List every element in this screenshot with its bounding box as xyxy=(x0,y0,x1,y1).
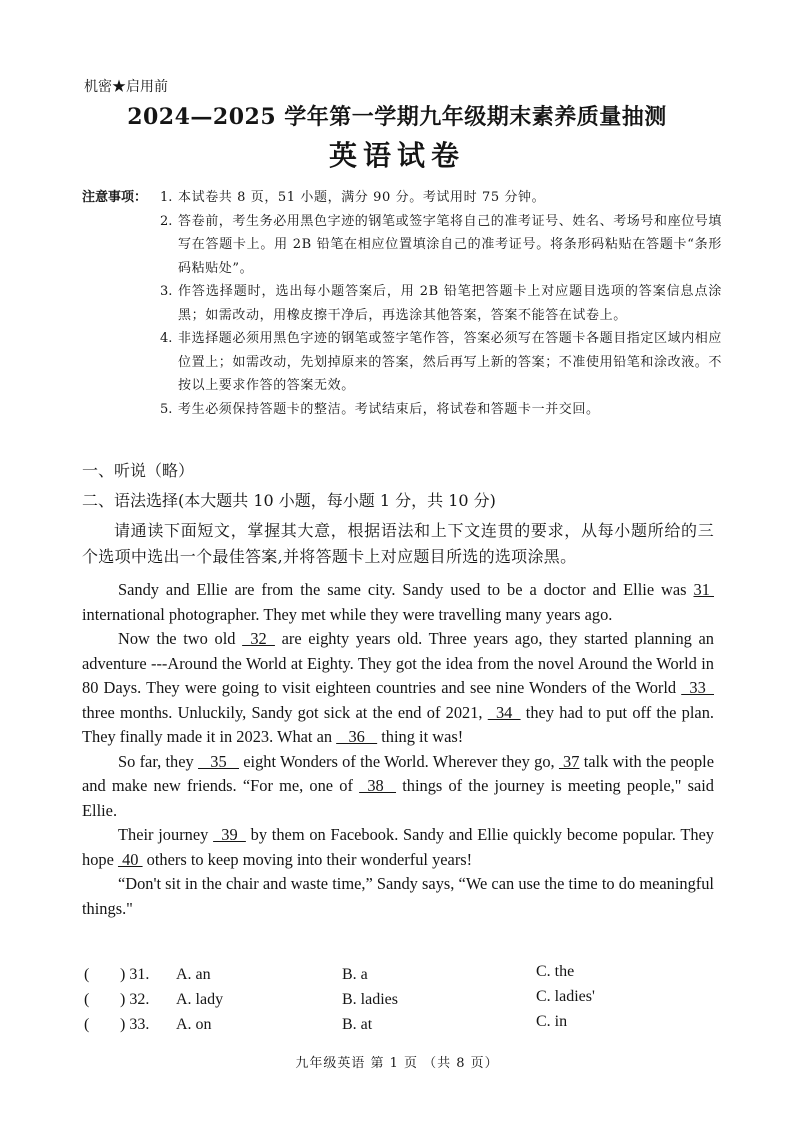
notice-item xyxy=(160,398,722,422)
question-number: ) 32. xyxy=(120,991,150,1008)
passage-text: eight Wonders of the World. Wherever they go, xyxy=(239,751,559,771)
notice-item-text: 答卷前，考生务必用黑色字迹的钢笔或签字笔将自己的准考证号、姓名、考场号和座位号填写在答题卡上。用 2B 铅笔在相应位置填涂自己的准考证号。将条形码粘贴在答题卡“条形码粘贴处”。 xyxy=(178,213,723,276)
subject-title: 英语试卷 xyxy=(328,139,465,172)
blank-32: 32 xyxy=(242,629,275,648)
passage-paragraph xyxy=(82,627,714,750)
blank-40: 40 xyxy=(117,849,143,869)
notice-item-number: 4. xyxy=(160,331,173,346)
passage-text: by them on Facebook. Sandy and Ellie quickly become popular. They hope xyxy=(82,825,714,869)
reading-passage xyxy=(82,578,714,921)
notice-list xyxy=(160,186,722,421)
notice-item xyxy=(160,186,722,210)
exam-title: 2024—2025 学年第一学期九年级期末素养质量抽测 xyxy=(127,104,667,130)
passage-text: others to keep moving into their wonderful years! xyxy=(142,849,473,869)
question-row xyxy=(82,1013,722,1041)
blank-38: 38 xyxy=(359,776,397,795)
passage-text: Their journey xyxy=(118,825,214,844)
notice-item xyxy=(160,327,722,398)
notice-item xyxy=(160,210,722,281)
blank-34: 34 xyxy=(487,702,521,722)
passage-text: “Don't sit in the chair and waste time,” Sandy says, “We can use the time to do meaningful things." xyxy=(82,874,714,918)
question-row xyxy=(82,963,722,991)
passage-text: are eighty years old. Three years ago, they started planning an adventure ---Around the World at Eighty. They got the idea from the novel Around the World in 80 Days. They were going to visit eighteen countries and see nine Wonders of the World xyxy=(82,629,714,697)
passage-text: things of the journey is meeting people," said Ellie. xyxy=(82,776,714,820)
passage-text: Sandy and Ellie are from the same city. Sandy used to be a doctor and Ellie was xyxy=(118,580,694,599)
blank-31: 31 xyxy=(693,580,714,599)
question-number: ) 33. xyxy=(120,1016,150,1033)
passage-text: thing it was! xyxy=(377,727,464,746)
passage-text: So far, they xyxy=(118,751,199,771)
page-footer: 九年级英语 第 1 页 （共 8 页） xyxy=(295,1056,499,1071)
notice-label: 注意事项： xyxy=(82,190,148,205)
notice-item-number: 2. xyxy=(160,213,173,229)
option-b: B. a xyxy=(342,966,368,983)
option-c: C. the xyxy=(536,963,575,980)
question-row xyxy=(82,988,722,1016)
passage-paragraph xyxy=(82,872,714,921)
notice-item-text: 考生必须保持答题卡的整洁。考试结束后，将试卷和答题卡一并交回。 xyxy=(178,401,600,417)
option-b: B. at xyxy=(342,1016,373,1033)
section-grammar-heading: 二、语法选择(本大题共 10 小题，每小题 1 分，共 10 分) xyxy=(82,491,496,510)
blank-39: 39 xyxy=(213,825,246,844)
blank-36: 36 xyxy=(336,727,378,746)
passage-paragraph xyxy=(82,750,714,824)
passage-text: three months. Unluckily, Sandy got sick at the end of 2021, xyxy=(82,702,488,722)
question-number: ) 31. xyxy=(120,966,150,983)
option-c: C. in xyxy=(536,1013,568,1030)
option-a: A. lady xyxy=(176,991,224,1008)
answer-bracket: ( xyxy=(84,966,90,983)
answer-bracket: ( xyxy=(84,1016,90,1033)
notice-item-text: 本试卷共 8 页，51 小题，满分 90 分。考试用时 75 分钟。 xyxy=(178,190,546,205)
blank-37: 37 xyxy=(558,751,580,771)
blank-35: 35 xyxy=(198,751,239,771)
notice-section xyxy=(82,186,722,421)
option-b: B. ladies xyxy=(342,991,398,1008)
passage-paragraph xyxy=(82,823,714,872)
question-options xyxy=(82,963,722,1041)
option-a: A. on xyxy=(176,1016,212,1033)
notice-item-number: 5. xyxy=(160,401,173,417)
option-c: C. ladies' xyxy=(536,988,595,1005)
blank-33: 33 xyxy=(681,678,714,697)
passage-text: they had to put off the plan. They finally made it in 2023. What an xyxy=(82,702,714,746)
notice-item xyxy=(160,280,722,327)
passage-text: international photographer. They met while they were travelling many years ago. xyxy=(82,604,613,624)
passage-text: Now the two old xyxy=(118,629,243,648)
notice-item-number: 3. xyxy=(160,284,173,299)
section-instructions: 请通读下面短文，掌握其大意，根据语法和上下文连贯的要求，从每小题所给的三个选项中选出一个最佳答案,并将答题卡上对应题目所选的选项涂黑。 xyxy=(82,521,714,566)
notice-item-number: 1. xyxy=(160,190,173,205)
confidential-label: 机密★启用前 xyxy=(84,79,168,95)
notice-item-text: 非选择题必须用黑色字迹的钢笔或签字笔作答，答案必须写在答题卡各题目指定区域内相应位置上；如需改动，先划掉原来的答案，然后再写上新的答案；不准使用铅笔和涂改液。不按以上要求作答的答案无效。 xyxy=(178,331,723,393)
notice-item-text: 作答选择题时，选出每小题答案后，用 2B 铅笔把答题卡上对应题目选项的答案信息点涂黑；如需改动，用橡皮擦干净后，再选涂其他答案，答案不能答在试卷上。 xyxy=(178,284,722,323)
passage-paragraph xyxy=(82,578,714,627)
answer-bracket: ( xyxy=(84,991,90,1008)
section-listening-heading: 一、听说（略） xyxy=(82,461,195,480)
passage-text: talk with the people and make new friends. “For me, one of xyxy=(82,751,714,795)
option-a: A. an xyxy=(176,966,211,983)
